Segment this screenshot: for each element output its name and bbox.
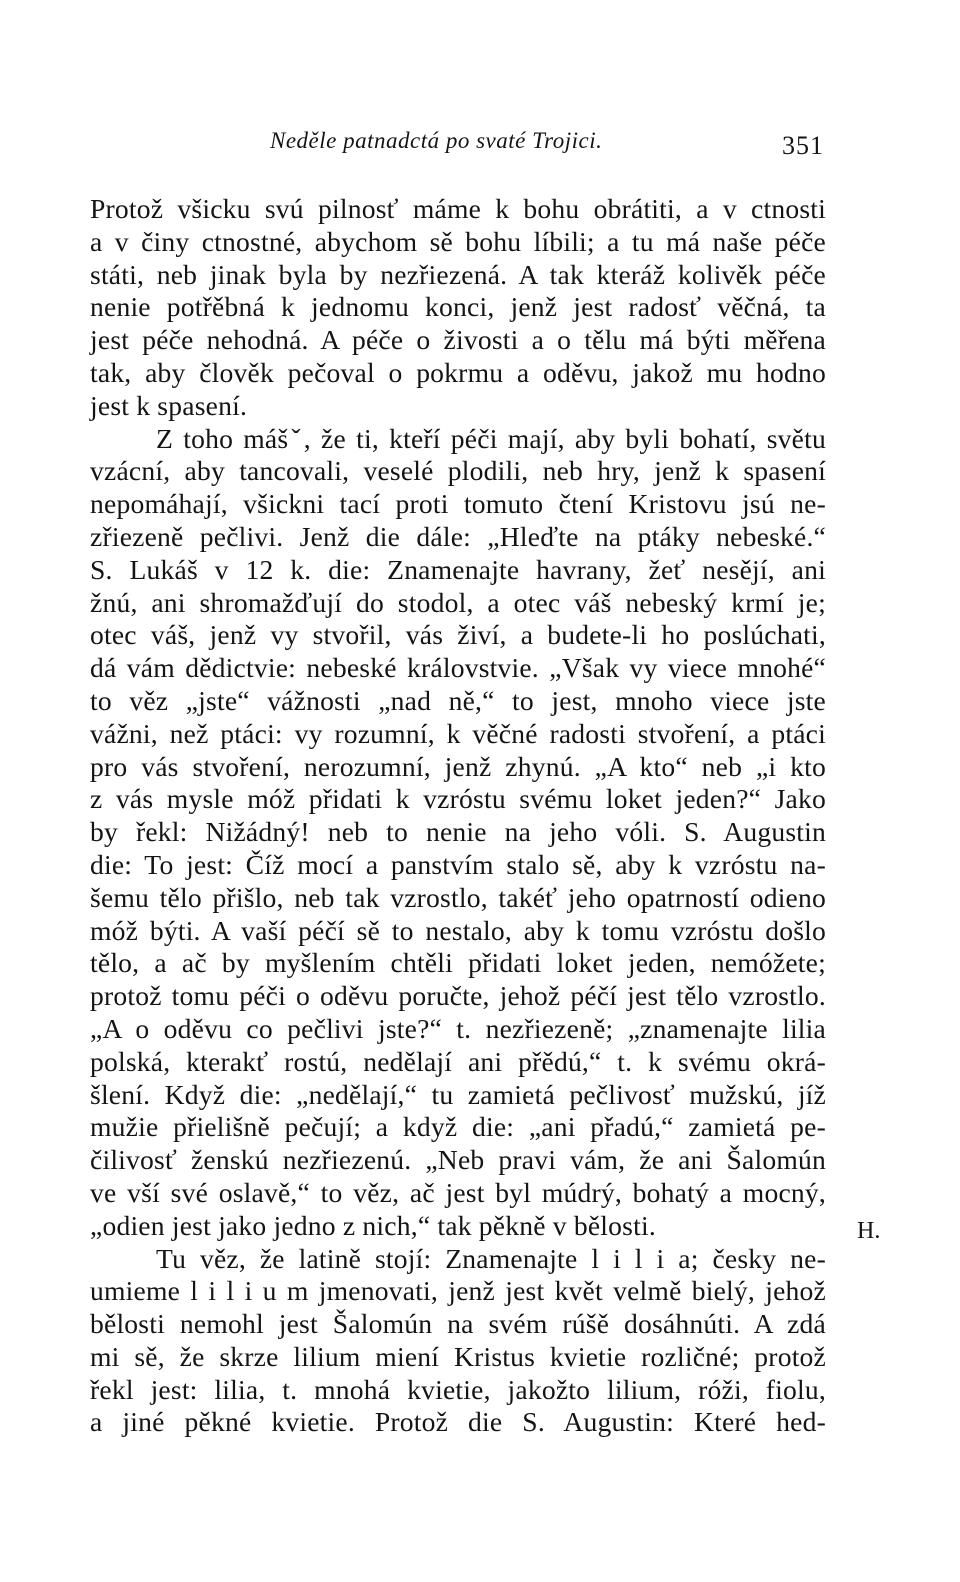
text-line: tělo, a ač by myšlením chtěli přidati loket jeden, nemóžete; <box>90 947 826 979</box>
text-line: a v činy ctnostné, abychom sě bohu líbili; a tu má naše péče <box>90 225 826 257</box>
text-line: žnú, ani shromažďují do stodol, a otec váš nebeský krmí je; <box>90 586 826 618</box>
text-line: vzácní, aby tancovali, veselé plodili, neb hry, jenž k spasení <box>90 455 826 487</box>
text-line: tak, aby člověk pečoval o pokrmu a oděvu, jakož mu hodno <box>90 356 826 388</box>
text-line: polská, kterakť rostú, nedělají ani přědú,“ t. k svému okrá- <box>90 1045 826 1077</box>
text-line: mi sě, že skrze lilium miení Kristus kvietie rozličné; protož <box>90 1340 826 1372</box>
text-line: Z toho mášˇ, že ti, kteří péči mají, aby byli bohatí, světu <box>156 422 826 454</box>
text-line: z vás mysle móž přidati k vzróstu svému loket jeden?“ Jako <box>90 783 826 815</box>
text-line: státi, neb jinak byla by nezřiezená. A tak kteráž kolivěk péče <box>90 258 826 290</box>
text-line: by řekl: Nižádný! neb to nenie na jeho vóli. S. Augustin <box>90 816 826 848</box>
text-line: nenie potřěbná k jednomu konci, jenž jest radosť věčná, ta <box>90 291 826 323</box>
text-line: to věz „jste“ vážnosti „nad ně,“ to jest, mnoho viece jste <box>90 684 826 716</box>
body-text <box>90 193 826 1439</box>
text-line: nepomáhají, všickni tací proti tomuto čtení Kristovu jsú ne- <box>90 488 826 520</box>
text-line: pro vás stvoření, nerozumní, jenž zhynú. „A kto“ neb „i kto <box>90 750 826 782</box>
text-line: Protož všicku svú pilnosť máme k bohu obrátiti, a v ctnosti <box>90 193 826 224</box>
margin-note: H. <box>857 1218 881 1244</box>
text-line: S. Lukáš v 12 k. die: Znamenajte havrany, žeť nesějí, ani <box>90 553 826 585</box>
text-line: dá vám dědictvie: nebeské královstvie. „Však vy viece mnohé“ <box>90 652 826 684</box>
text-line: Tu věz, že latině stojí: Znamenajte l i l i a; česky ne- <box>156 1242 826 1274</box>
text-line: šemu tělo přišlo, neb tak vzrostlo, takéť jeho opatrností odieno <box>90 881 826 913</box>
page-header <box>0 128 960 162</box>
text-line: vážni, než ptáci: vy rozumní, k věčné radosti stvoření, a ptáci <box>90 717 826 749</box>
text-line: jest péče nehodná. A péče o živosti a o tělu má býti měřena <box>90 324 826 356</box>
text-line: otec váš, jenž vy stvořil, vás živí, a budete-li ho poslúchati, <box>90 619 826 651</box>
text-line: umieme l i l i u m jmenovati, jenž jest květ velmě bielý, jehož <box>90 1275 826 1307</box>
running-title: Neděle patnadctá po svaté Trojici. <box>270 128 603 153</box>
text-line: zřiezeně pečlivi. Jenž die dále: „Hleďte na ptáky nebeské.“ <box>90 520 826 552</box>
text-line: ve vší své oslavě,“ to věz, ač jest byl múdrý, bohatý a mocný, <box>90 1176 826 1208</box>
text-line: jest k spasení. <box>90 389 248 421</box>
text-line: a jiné pěkné kvietie. Protož die S. Augustin: Které hed- <box>90 1406 826 1438</box>
page-number: 351 <box>782 131 824 160</box>
text-line: „A o oděvu co pečlivi jste?“ t. nezřiezeně; „znamenajte lilia <box>90 1012 826 1044</box>
text-line: čilivosť ženskú nezřiezenú. „Neb pravi vám, že ani Šalomún <box>90 1144 826 1176</box>
text-line: „odien jest jako jedno z nich,“ tak pěkně v bělosti. <box>90 1209 656 1241</box>
text-line: mužie přielišně pečují; a když die: „ani přadú,“ zamietá pe- <box>90 1111 826 1143</box>
text-line: řekl jest: lilia, t. mnohá kvietie, jakožto lilium, róži, fiolu, <box>90 1373 826 1405</box>
text-line: die: To jest: Číž mocí a panstvím stalo sě, aby k vzróstu na- <box>90 848 826 880</box>
text-line: móž býti. A vaší péčí sě to nestalo, aby k tomu vzróstu došlo <box>90 914 826 946</box>
text-line: protož tomu péči o oděvu poručte, jehož péčí jest tělo vzrostlo. <box>90 980 826 1012</box>
text-line: bělosti nemohl jest Šalomún na svém rúšě dosáhnúti. A zdá <box>90 1308 826 1340</box>
text-line: šlení. Když die: „nedělají,“ tu zamietá pečlivosť mužskú, jíž <box>90 1078 826 1110</box>
